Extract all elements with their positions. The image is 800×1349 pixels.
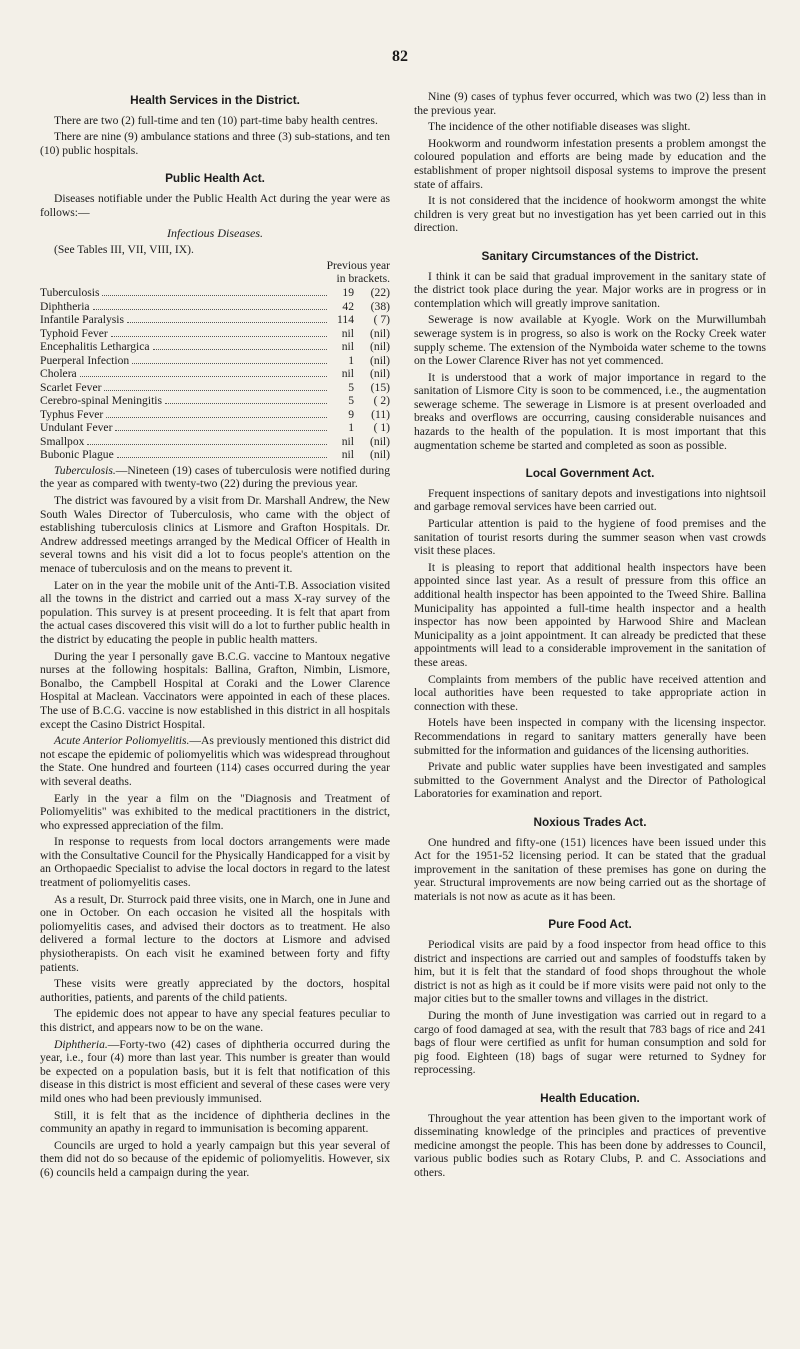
disease-previous-count: ( 7) xyxy=(373,313,390,327)
local-gov-p4: Complaints from members of the public have received attention and local authorities have been requested to take appropriate action in connection with these. xyxy=(414,672,766,713)
disease-row xyxy=(40,313,390,327)
dot-leader xyxy=(93,300,327,310)
disease-previous-count: (nil) xyxy=(370,353,390,367)
dot-leader xyxy=(102,286,327,296)
disease-current-count: 5 xyxy=(348,380,354,394)
noxious-p1: One hundred and fifty-one (151) licences have been issued under this Act for the 1951-52 licensing period. It can be stated that the gradual improvement in the sanitation of these premises has gone on during the year. Structural improvements are now being carried out as the shortage of materials is not now as acute as it has been. xyxy=(414,835,766,903)
disease-row xyxy=(40,340,390,354)
disease-previous-count: (15) xyxy=(370,380,390,394)
disease-current-count: nil xyxy=(341,434,354,448)
typhus-p2: The incidence of the other notifiable diseases was slight. xyxy=(428,120,691,134)
previous-year-note-line1: Previous year xyxy=(326,259,390,273)
tb-p3: Later on in the year the mobile unit of the Anti-T.B. Association visited all the towns in the district and carried out a mass X-ray survey of the population. This survey is at present proceeding. It is felt that apart from the actual cases discovered this visit will do a lot to further public health in the district by educating the people in public health matters. xyxy=(40,578,390,646)
disease-name: Typhus Fever xyxy=(40,407,104,421)
disease-row xyxy=(40,354,390,368)
sanitary-p1: I think it can be said that gradual improvement in the sanitary state of the district took place during the year. Major works are in progress or in contemplation which will greatly improve sanitation. xyxy=(414,269,766,310)
disease-name: Bubonic Plague xyxy=(40,448,114,462)
local-gov-heading: Local Government Act. xyxy=(525,466,655,481)
disease-row xyxy=(40,286,390,300)
diph-runin: Diphtheria. xyxy=(54,1037,108,1051)
disease-name: Undulant Fever xyxy=(40,421,113,435)
disease-name: Scarlet Fever xyxy=(40,380,102,394)
disease-current-count: 1 xyxy=(348,353,354,367)
dot-leader xyxy=(117,448,327,458)
page-number: 82 xyxy=(392,48,408,65)
dot-leader xyxy=(106,408,327,418)
health-services-p2: There are nine (9) ambulance stations and three (3) sub-stations, and ten (10) public hospitals. xyxy=(40,130,390,157)
polio-p6: The epidemic does not appear to have any special features peculiar to this district, and appears now to be on the wane. xyxy=(40,1007,390,1034)
polio-p1 xyxy=(40,734,390,788)
polio-p4: As a result, Dr. Sturrock paid three visits, one in March, one in June and one in October. On each occasion he visited all the hospitals with poliomyelitis cases, and advised their doctors as to treatment. He also delivered a formal lecture to the doctors at Lismore and advised physiotherapists. On each visit he examined between forty and fifty patients. xyxy=(40,892,390,974)
disease-name: Diphtheria xyxy=(40,299,90,313)
local-gov-p1: Frequent inspections of sanitary depots and investigations into nightsoil and garbage removal services have been carried out. xyxy=(414,486,766,514)
disease-row xyxy=(40,300,390,314)
disease-current-count: 114 xyxy=(337,313,354,327)
disease-name: Tuberculosis xyxy=(40,286,100,300)
dot-leader xyxy=(153,340,327,350)
disease-current-count: 19 xyxy=(342,286,354,300)
dot-leader xyxy=(80,367,327,377)
disease-name: Encephalitis Lethargica xyxy=(40,340,150,354)
disease-current-count: 9 xyxy=(348,407,354,421)
polio-p2: Early in the year a film on the "Diagnosis and Treatment of Poliomyelitis" was exhibited to the medical practitioners in the district, who expressed appreciation of the film. xyxy=(40,791,390,832)
disease-row xyxy=(40,367,390,381)
polio-p3: In response to requests from local doctors arrangements were made with the Consultative Council for the Physically Handicapped for a visit by an Orthopaedic Specialist to advise the local doctors in regard to the latest treatment of poliomyelitis cases. xyxy=(40,835,390,890)
local-gov-p2: Particular attention is paid to the hygiene of food premises and the sanitation of tourist resorts during the summer season when vast crowds visit these places. xyxy=(414,517,766,558)
disease-row xyxy=(40,381,390,395)
diph-p1-text: —Forty-two (42) cases of diphtheria occurred during the year, i.e., four (4) more than last year. This number is greater than would be expected on a population basis, but it is felt that notification of this disease in this district is most efficient and several of these cases were very mild ones who had been previously immunised. xyxy=(40,1037,390,1105)
disease-previous-count: (nil) xyxy=(370,434,390,448)
public-health-act-heading: Public Health Act. xyxy=(165,171,265,186)
health-services-p1: There are two (2) full-time and ten (10) part-time baby health centres. xyxy=(54,113,378,127)
disease-current-count: 42 xyxy=(342,299,354,313)
disease-current-count: nil xyxy=(341,340,354,354)
disease-previous-count: (nil) xyxy=(370,367,390,381)
disease-row xyxy=(40,327,390,341)
right-column xyxy=(414,90,766,1183)
noxious-heading: Noxious Trades Act. xyxy=(533,814,647,829)
typhus-p1: Nine (9) cases of typhus fever occurred, which was two (2) less than in the previous year. xyxy=(414,90,766,117)
tb-p1 xyxy=(40,464,390,491)
disease-previous-count: (22) xyxy=(370,286,390,300)
disease-current-count: nil xyxy=(341,367,354,381)
disease-previous-count: ( 2) xyxy=(373,394,390,408)
typhus-p3: Hookworm and roundworm infestation presents a problem amongst the coloured population and efforts are being made by education and the establishment of proper nightsoil disposal systems to improve the present state of affairs. xyxy=(414,136,766,191)
health-services-heading: Health Services in the District. xyxy=(130,93,300,107)
disease-current-count: 1 xyxy=(348,421,354,435)
pure-food-heading: Pure Food Act. xyxy=(548,917,632,932)
sanitary-p3: It is understood that a work of major importance in regard to the sanitation of Lismore City is soon to be commenced, i.e., the augmentation sewerage scheme. The sewerage in Lismore is at present overloaded and breaks and overflows are occurring, causing considerable nuisances and hazards to the health of the population. It is most important that this augmentation scheme be started and completed as soon as possible. xyxy=(414,370,766,452)
sanitary-heading: Sanitary Circumstances of the District. xyxy=(481,248,699,263)
disease-table xyxy=(40,286,390,462)
disease-current-count: nil xyxy=(341,326,354,340)
pure-food-p2: During the month of June investigation was carried out in regard to a cargo of food damaged at sea, with the result that 783 bags of rice and 241 bags of flour were certified as unfit for human consumption and sold for pig food. Eighteen (18) bags of sugar were returned to Sydney for reprocessing. xyxy=(414,1009,766,1077)
public-health-act-p1: Diseases notifiable under the Public Health Act during the year were as follows:— xyxy=(40,191,390,219)
typhus-p4: It is not considered that the incidence of hookworm amongst the white children is very great but no investigation has yet been carried out in this direction. xyxy=(414,194,766,235)
disease-name: Cholera xyxy=(40,367,77,381)
dot-leader xyxy=(115,421,327,431)
left-column xyxy=(40,90,390,1183)
pure-food-p1: Periodical visits are paid by a food inspector from head office to this district and inspections are carried out and samples of foodstuffs taken by him, but it is felt that the standard of food shops throughout the whole district is not as high as it could be if more visits were paid not only to the major cities but to the smaller towns and villages in the district. xyxy=(414,938,766,1006)
infectious-diseases-heading: Infectious Diseases. xyxy=(167,226,263,241)
disease-row xyxy=(40,435,390,449)
health-education-p1: Throughout the year attention has been given to the important work of disseminating knowledge of the principles and practices of preventive medicine amongst the people. This has been done by addresses to Council, various public bodies such as Rotary Clubs, P. and C. Associations and others. xyxy=(414,1111,766,1179)
disease-previous-count: (38) xyxy=(370,299,390,313)
tb-p2: The district was favoured by a visit from Dr. Marshall Andrew, the New South Wales Director of Tuberculosis, who came with the object of establishing tuberculosis clinics at Lismore and Grafton Hospitals. Dr. Andrew addressed meetings arranged by the Medical Officer of Health in several towns and his visit did a lot to focus people's attention on the menace of tuberculosis and on the means to prevent it. xyxy=(40,494,390,575)
see-tables-note: (See Tables III, VII, VIII, IX). xyxy=(54,242,194,256)
disease-current-count: 5 xyxy=(348,394,354,408)
polio-runin: Acute Anterior Poliomyelitis. xyxy=(54,734,190,748)
health-education-heading: Health Education. xyxy=(540,1091,640,1105)
tb-p4: During the year I personally gave B.C.G. vaccine to Mantoux negative nurses at the following hospitals: Ballina, Grafton, Nimbin, Lismore, Bonalbo, the Campbell Hospital at Coraki and the Lower Clarence Hospital at Maclean. Vaccinators were appointed in each of these places. The use of B.C.G. vaccine is now established in this district in all hospitals except the Casino District Hospital. xyxy=(40,649,390,731)
disease-previous-count: (nil) xyxy=(370,340,390,354)
diph-p2: Still, it is felt that as the incidence of diphtheria declines in the community an apathy in regard to immunisation is becoming apparent. xyxy=(40,1108,390,1136)
sanitary-p2: Sewerage is now available at Kyogle. Work on the Murwillumbah sewerage system is in progress, so also is work on the Rocky Creek water supply scheme. The extension of the Nymboida water scheme to the towns on the Lower Clarence River has not yet commenced. xyxy=(414,313,766,368)
dot-leader xyxy=(87,435,327,445)
disease-name: Puerperal Infection xyxy=(40,353,130,367)
dot-leader xyxy=(132,354,327,364)
diph-p3: Councils are urged to hold a yearly campaign but this year several of them did not do so because of the epidemic of poliomyelitis. However, six (6) councils held a campaign during the year. xyxy=(40,1138,390,1179)
disease-name: Smallpox xyxy=(40,434,85,448)
dot-leader xyxy=(111,327,327,337)
disease-row xyxy=(40,394,390,408)
disease-row xyxy=(40,408,390,422)
previous-year-note-line2: in brackets. xyxy=(336,272,390,286)
disease-row xyxy=(40,448,390,462)
polio-p1-text: —As previously mentioned this district did not escape the epidemic of poliomyelitis which was widespread throughout the State. One hundred and fourteen (114) cases occurred during the year with several deaths. xyxy=(40,734,391,788)
dot-leader xyxy=(165,394,327,404)
local-gov-p6: Private and public water supplies have been investigated and samples submitted to the Government Analyst and the Director of Pathological Laboratories for examination and report. xyxy=(414,760,766,801)
polio-p5: These visits were greatly appreciated by the doctors, hospital authorities, patients, and parents of the child patients. xyxy=(40,977,390,1004)
disease-previous-count: (11) xyxy=(371,407,390,421)
disease-name: Typhoid Fever xyxy=(40,326,108,340)
tb-p1-text: —Nineteen (19) cases of tuberculosis were notified during the year as compared with twenty-two (22) during the previous year. xyxy=(40,463,390,491)
disease-name: Cerebro-spinal Meningitis xyxy=(40,394,163,408)
tb-runin: Tuberculosis. xyxy=(54,463,116,477)
disease-previous-count: (nil) xyxy=(370,326,390,340)
local-gov-p5: Hotels have been inspected in company with the licensing inspector. Recommendations in regard to sanitary matters generally have been submitted for the information and guidances of the licensing authorities. xyxy=(414,716,766,757)
dot-leader xyxy=(127,313,327,323)
previous-year-note xyxy=(40,259,390,285)
local-gov-p3: It is pleasing to report that additional health inspectors have been appointed since last year. As a result of pressure from this office an additional health inspector has been appointed to the Tweed Shire. Ballina Municipality has appointed a full-time health inspector and a health inspector has now been appointed by Harwood Shire and Maclean Municipality as a joint appointment. It can already be predicted that these appointments will lead to a considerable improvement in the sanitation of these areas. xyxy=(414,560,766,669)
disease-current-count: nil xyxy=(341,448,354,462)
disease-previous-count: (nil) xyxy=(370,448,390,462)
disease-name: Infantile Paralysis xyxy=(40,313,125,327)
diph-p1 xyxy=(40,1038,390,1106)
disease-row xyxy=(40,421,390,435)
dot-leader xyxy=(104,381,327,391)
disease-previous-count: ( 1) xyxy=(373,421,390,435)
